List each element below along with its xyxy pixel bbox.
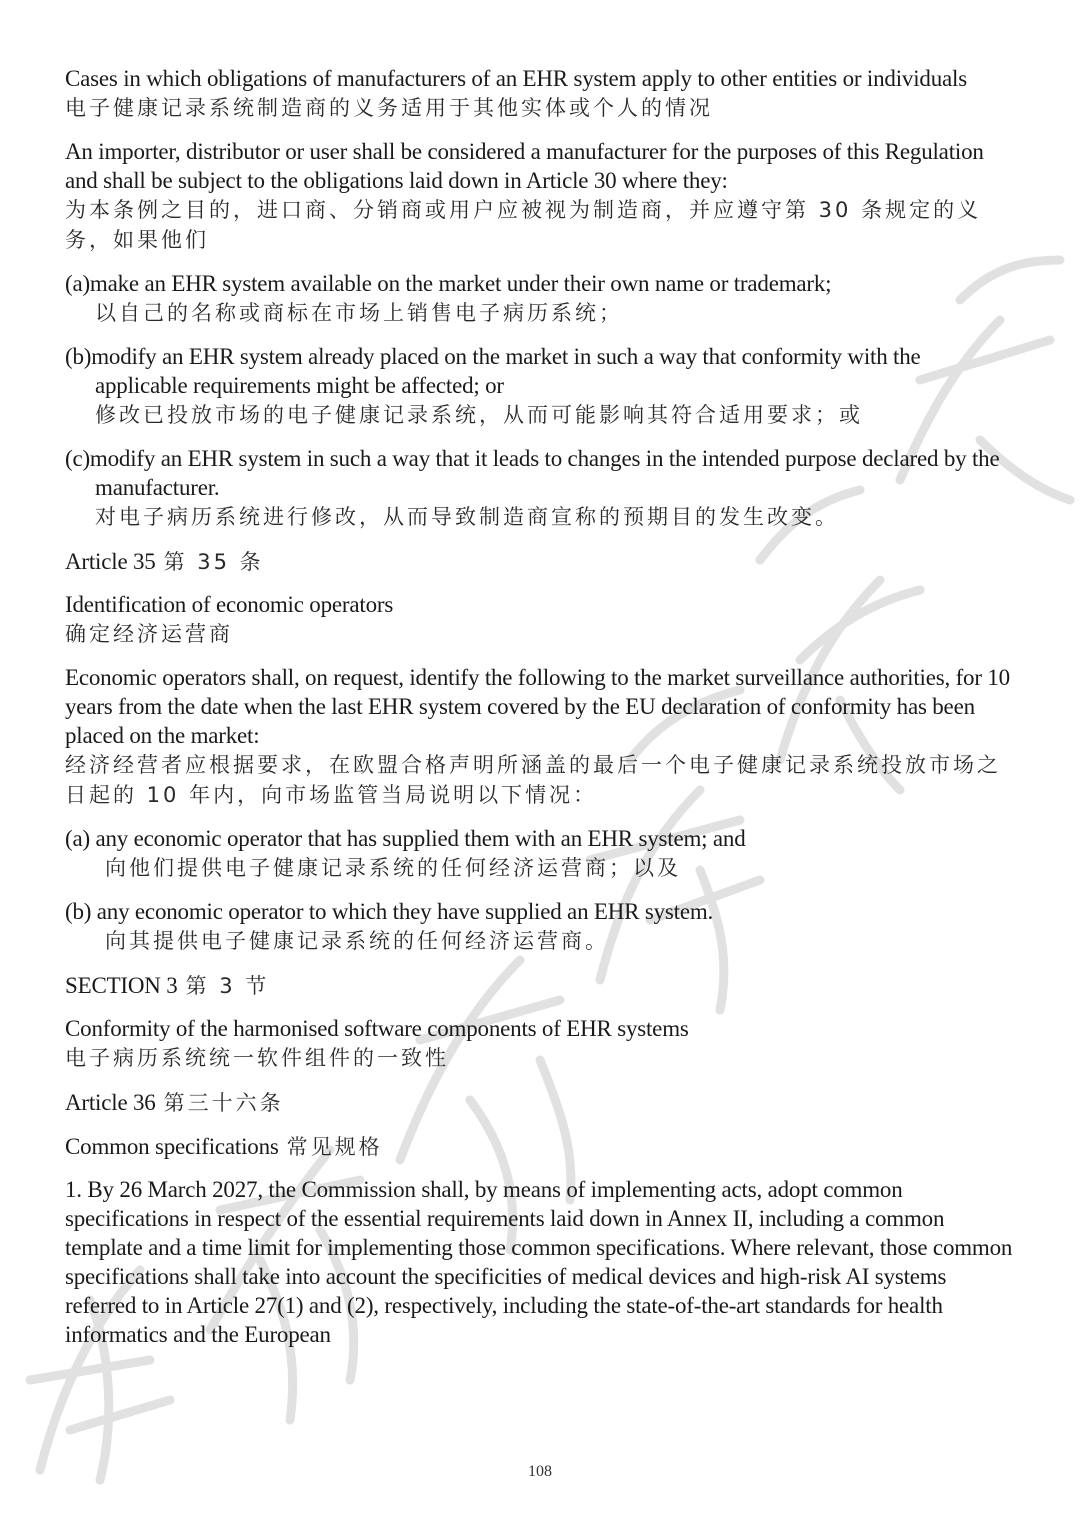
intro-paragraph-en: An importer, distributor or user shall be considered a manufacturer for the purposes of this Regulation and shall be subject to the obligations laid down in Article 30 where they: xyxy=(65,139,984,193)
section3-label-en: SECTION 3 xyxy=(65,973,178,998)
article36-label xyxy=(65,1087,1015,1117)
intro-item-c-en: (c)modify an EHR system in such a way that it leads to changes in the intended purpose declared by the manufacturer. xyxy=(65,446,1000,500)
intro-heading-zh: 电子健康记录系统制造商的义务适用于其他实体或个人的情况 xyxy=(65,96,713,120)
article35-label-en: Article 35 xyxy=(65,549,156,574)
article35-item-a xyxy=(65,824,1015,883)
article35-paragraph xyxy=(65,663,1015,810)
article35-title-zh: 确定经济运营商 xyxy=(65,622,233,646)
intro-item-b-en: (b)modify an EHR system already placed on the market in such a way that conformity with the applicable requirements might be affected; or xyxy=(65,344,921,398)
intro-heading-en: Cases in which obligations of manufacturers of an EHR system apply to other entities or individuals xyxy=(65,66,967,91)
article35-title xyxy=(65,590,1015,649)
intro-item-c xyxy=(65,444,1015,532)
article35-item-a-en: (a) any economic operator that has supplied them with an EHR system; and xyxy=(65,826,746,851)
article35-title-en: Identification of economic operators xyxy=(65,592,394,617)
article36-title xyxy=(65,1131,1015,1161)
intro-item-b-zh: 修改已投放市场的电子健康记录系统，从而可能影响其符合适用要求；或 xyxy=(95,403,863,427)
section3-title-zh: 电子病历系统统一软件组件的一致性 xyxy=(65,1046,449,1070)
article35-item-b xyxy=(65,897,1015,956)
intro-heading xyxy=(65,64,1015,123)
section3-label-zh: 第 3 节 xyxy=(185,974,270,998)
intro-paragraph xyxy=(65,137,1015,255)
page-content xyxy=(65,64,1015,1363)
article35-paragraph-zh: 经济经营者应根据要求，在欧盟合格声明所涵盖的最后一个电子健康记录系统投放市场之日起的 10 年内，向市场监管当局说明以下情况： xyxy=(65,753,1001,807)
intro-item-b xyxy=(65,342,1015,430)
intro-paragraph-zh: 为本条例之目的，进口商、分销商或用户应被视为制造商，并应遵守第 30 条规定的义务，如果他们 xyxy=(65,198,982,252)
intro-item-a xyxy=(65,269,1015,328)
article35-label xyxy=(65,546,1015,576)
section3-title-en: Conformity of the harmonised software components of EHR systems xyxy=(65,1016,689,1041)
article35-item-b-en: (b) any economic operator to which they have supplied an EHR system. xyxy=(65,899,714,924)
section3-title xyxy=(65,1014,1015,1073)
article36-paragraph-1-en: 1. By 26 March 2027, the Commission shall, by means of implementing acts, adopt common specifications in respect of the essential requirements laid down in Annex II, including a common template and a time limit for implementing those common specifications. Where relevant, those common specifications shall take into account the specificities of medical devices and high-risk AI systems referred to in Article 27(1) and (2), respectively, including the state-of-the-art standards for health informatics and the European xyxy=(65,1177,1013,1347)
article36-title-zh: 常见规格 xyxy=(286,1135,383,1159)
intro-item-c-zh: 对电子病历系统进行修改，从而导致制造商宣称的预期目的发生改变。 xyxy=(95,505,839,529)
article35-item-a-zh: 向他们提供电子健康记录系统的任何经济运营商；以及 xyxy=(105,856,681,880)
page-number: 108 xyxy=(528,1463,552,1480)
intro-item-a-en: (a)make an EHR system available on the market under their own name or trademark; xyxy=(65,271,832,296)
article36-label-zh: 第三十六条 xyxy=(163,1091,284,1115)
article36-label-en: Article 36 xyxy=(65,1090,156,1115)
intro-item-a-zh: 以自己的名称或商标在市场上销售电子病历系统； xyxy=(95,301,623,325)
article36-paragraph-1 xyxy=(65,1175,1015,1349)
article35-item-b-zh: 向其提供电子健康记录系统的任何经济运营商。 xyxy=(105,929,609,953)
section3-label xyxy=(65,970,1015,1000)
article35-label-zh: 第 35 条 xyxy=(163,550,264,574)
article36-title-en: Common specifications xyxy=(65,1134,279,1159)
article35-paragraph-en: Economic operators shall, on request, identify the following to the market surveillance authorities, for 10 years from the date when the last EHR system covered by the EU declaration of conformity has been placed on the market: xyxy=(65,665,1010,748)
